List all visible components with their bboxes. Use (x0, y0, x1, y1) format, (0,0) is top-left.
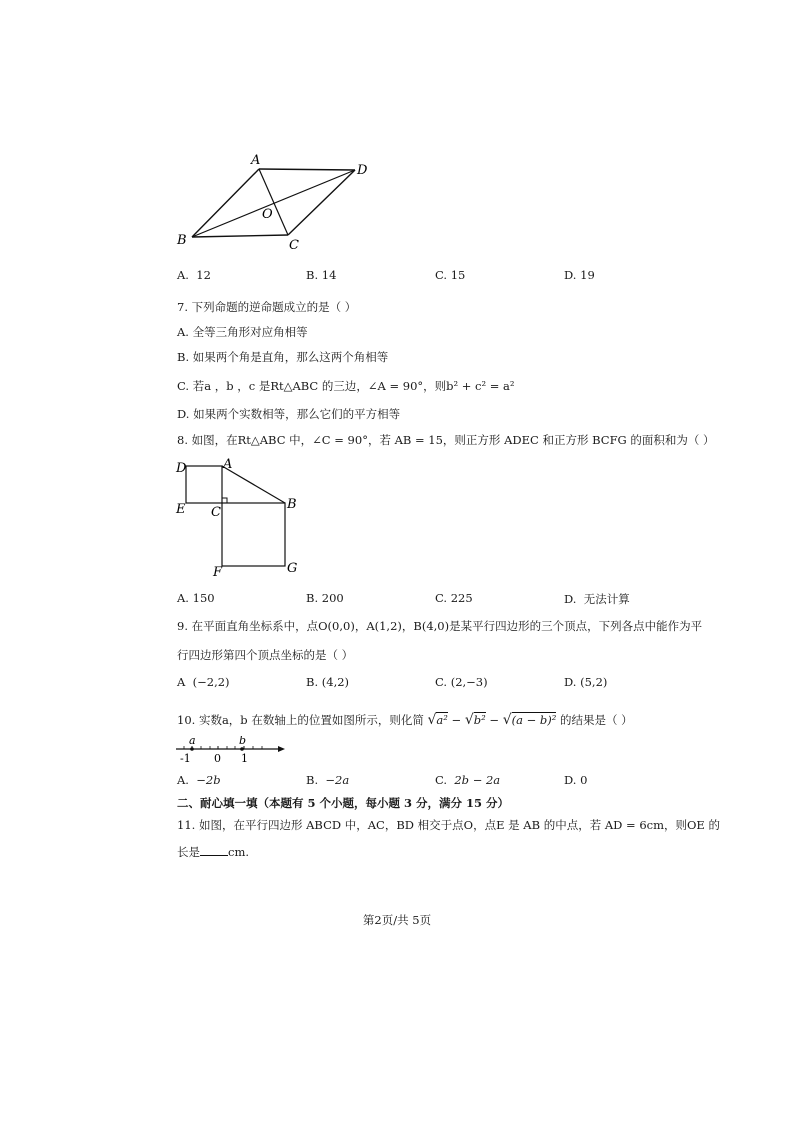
q10-minus-2: − (489, 713, 500, 727)
option-value: (2,−3) (450, 675, 488, 689)
q10-expr-ab: (a − b)² (511, 713, 557, 727)
q10-option-a[interactable] (177, 773, 221, 787)
option-value: 0 (580, 773, 588, 787)
option-value: 150 (192, 591, 215, 605)
option-value: (−2,2) (192, 675, 230, 689)
option-value: 225 (450, 591, 473, 605)
option-letter: C. (435, 773, 448, 787)
q9-option-d[interactable] (564, 675, 607, 689)
fig6-label-o: O (262, 207, 273, 222)
q6-figure (165, 148, 385, 260)
option-value: 19 (580, 268, 595, 282)
option-letter: A. (177, 773, 189, 787)
q10-option-d[interactable] (564, 773, 587, 787)
option-letter: A. (177, 591, 189, 605)
section2-title: 二、耐心填一填（本题有 5 个小题，每小题 3 分，满分 15 分） (177, 796, 510, 810)
q11-line1: 11. 如图，在平行四边形 ABCD 中，AC，BD 相交于点O，点E 是 AB 的中点，若 AD = 6cm，则OE 的 (177, 818, 720, 832)
option-letter: C. (435, 675, 448, 689)
option-letter: C. (435, 268, 448, 282)
q10-option-b[interactable] (306, 773, 349, 787)
option-letter: C. (435, 591, 448, 605)
q6-option-b[interactable] (306, 268, 336, 282)
q8-figure (172, 456, 304, 578)
q7-stem: 7. 下列命题的逆命题成立的是（ ） (177, 300, 357, 314)
q6-option-a[interactable] (177, 268, 211, 282)
option-letter: B. (306, 773, 319, 787)
option-letter: D. (564, 773, 577, 787)
option-value: −2a (325, 773, 350, 787)
q7-option-d[interactable]: D. 如果两个实数相等，那么它们的平方相等 (177, 407, 401, 421)
q8-option-a[interactable] (177, 591, 215, 605)
q9-stem-line2: 行四边形第四个顶点坐标的是（ ） (177, 648, 354, 662)
fig8-label-c: C (211, 505, 221, 520)
q10-option-c[interactable] (435, 773, 500, 787)
q9-option-c[interactable] (435, 675, 488, 689)
q10-minus-1: − (451, 713, 462, 727)
q8-option-d[interactable] (564, 591, 630, 607)
option-letter: A (177, 675, 186, 689)
q10-stem-suffix: 的结果是（ ） (560, 713, 633, 727)
q10-stem-prefix: 10. 实数a，b 在数轴上的位置如图所示，则化简 (177, 713, 424, 727)
option-letter: B. (306, 591, 319, 605)
numberline-a-label: a (189, 736, 196, 747)
option-value: (5,2) (580, 675, 608, 689)
q9-stem-line1: 9. 在平面直角坐标系中，点O(0,0)，A(1,2)，B(4,0)是某平行四边形的三个顶点，下列各点中能作为平 (177, 619, 703, 633)
option-value: −2b (196, 773, 221, 787)
option-letter: D. (564, 675, 577, 689)
q6-option-d[interactable] (564, 268, 595, 282)
option-value: 2b − 2a (454, 773, 501, 787)
q9-option-a[interactable] (177, 675, 230, 689)
q11-line2-suffix: cm. (228, 845, 250, 859)
q8-option-b[interactable] (306, 591, 344, 605)
sqrt-sign-icon: √ (464, 712, 474, 728)
fig6-label-b: B (177, 233, 187, 248)
sqrt-sign-icon: √ (427, 712, 437, 728)
option-letter: A. (177, 268, 189, 282)
numberline-tick-neg1: -1 (180, 752, 191, 765)
q8-option-c[interactable] (435, 591, 473, 605)
fig8-label-d: D (176, 461, 187, 476)
option-value: 12 (196, 268, 211, 282)
fig6-label-c: C (289, 238, 299, 253)
option-letter: B. (306, 675, 319, 689)
option-value: 15 (450, 268, 466, 282)
fig8-label-g: G (287, 561, 298, 576)
fig8-label-e: E (176, 502, 186, 517)
numberline-tick-1: 1 (241, 752, 248, 765)
page-footer: 第2页/共 5页 (362, 913, 432, 927)
fig8-label-a: A (223, 457, 233, 472)
option-value: (4,2) (321, 675, 350, 689)
q10-expr-a: a² (436, 713, 448, 727)
fig6-label-a: A (251, 153, 261, 168)
q11-line2-prefix: 长是 (177, 845, 200, 859)
option-value: 无法计算 (583, 592, 630, 606)
option-letter: D. (564, 268, 577, 282)
q10-stem (177, 712, 633, 728)
q7-option-c[interactable]: C. 若a ，b ，c 是Rt△ABC 的三边，∠A = 90°，则b² + c² = a² (177, 379, 515, 393)
fig8-label-f: F (213, 565, 223, 578)
fig6-label-d: D (357, 163, 368, 178)
q8-stem: 8. 如图，在Rt△ABC 中，∠C = 90°，若 AB = 15，则正方形 ADEC 和正方形 BCFG 的面积和为（ ） (177, 433, 715, 447)
q6-option-c[interactable] (435, 268, 465, 282)
numberline-b-label: b (239, 736, 247, 747)
q11-line2 (177, 843, 249, 860)
q10-expr-b: b² (473, 713, 486, 727)
sqrt-sign-icon: √ (502, 712, 512, 728)
q10-numberline (174, 736, 289, 766)
q7-option-b[interactable]: B. 如果两个角是直角，那么这两个角相等 (177, 350, 389, 364)
option-value: 14 (321, 268, 337, 282)
fig8-label-b: B (287, 497, 297, 512)
option-letter: D. (564, 592, 577, 606)
q11-answer-blank[interactable] (200, 843, 228, 856)
option-letter: B. (306, 268, 319, 282)
option-value: 200 (321, 591, 344, 605)
q9-option-b[interactable] (306, 675, 349, 689)
numberline-tick-0: 0 (214, 752, 221, 765)
q7-option-a[interactable]: A. 全等三角形对应角相等 (177, 325, 308, 339)
